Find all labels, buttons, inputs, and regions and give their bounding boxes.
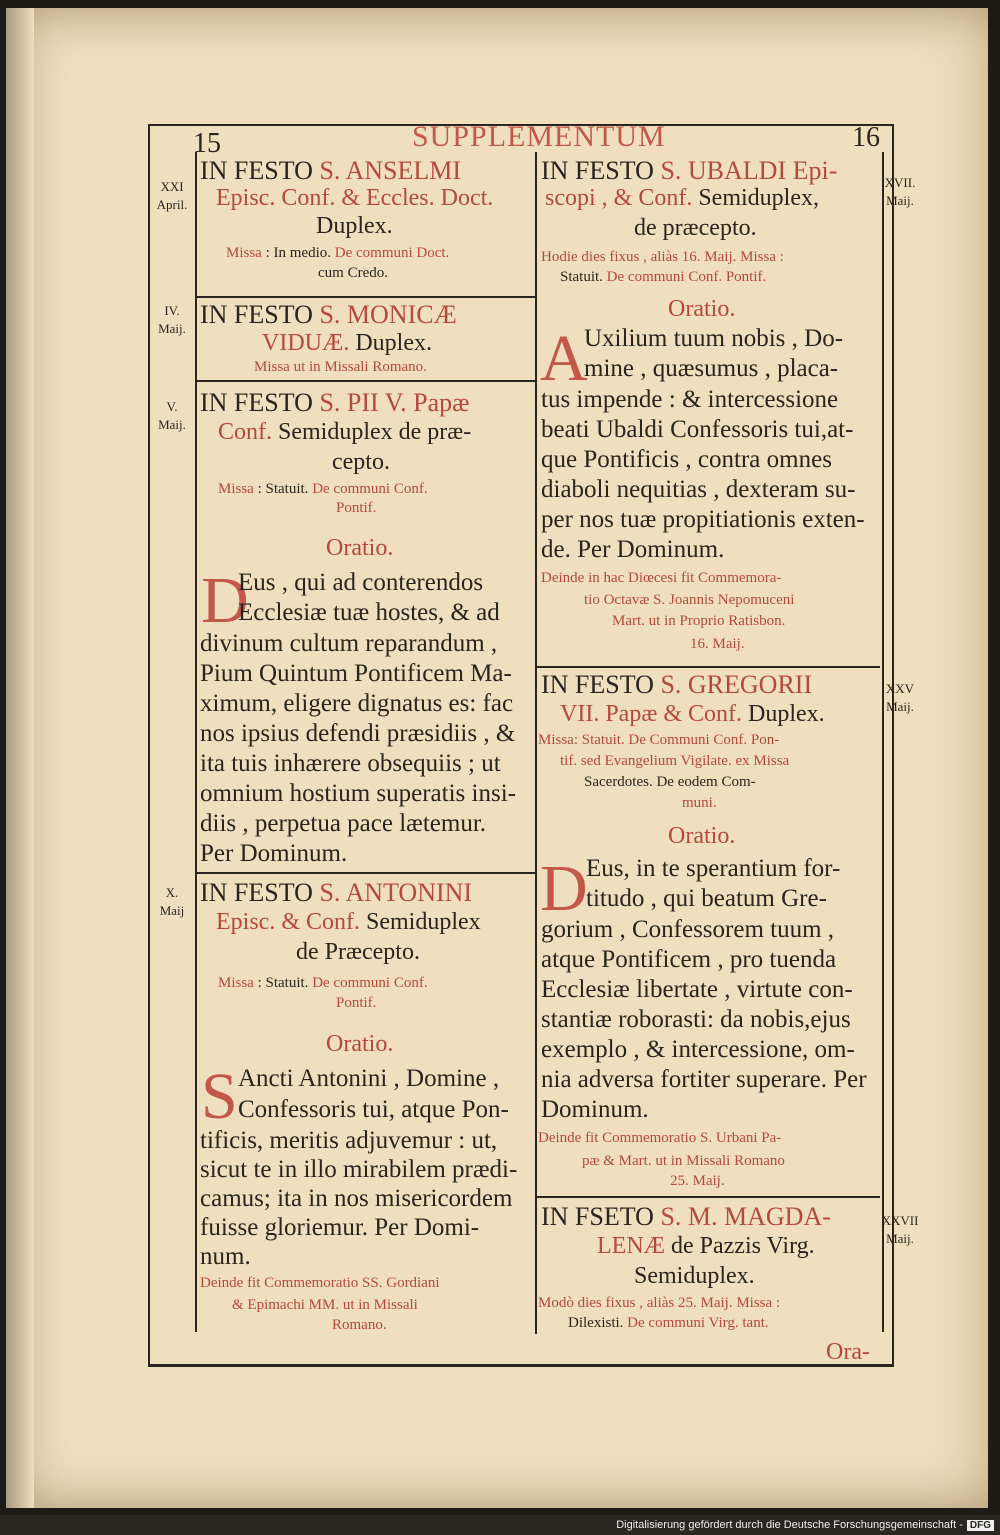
magdalenae-missa: Dilexisti. De communi Virg. tant. xyxy=(568,1315,769,1331)
gregorii-commemoratio-1: Deinde fit Commemoratio S. Urbani Pa- xyxy=(538,1130,782,1146)
ubaldi-commemoratio-2: tio Octavæ S. Joannis Nepomuceni xyxy=(584,592,795,608)
pii-title-line2: Conf. Semiduplex de præ- xyxy=(218,419,472,445)
ubaldi-prayer-line: mine , quæsumus , placa- xyxy=(584,355,839,382)
antonini-missa: Missa : Statuit. De communi Conf. xyxy=(218,975,428,991)
ubaldi-commemoratio-1: Deinde in hac Diœcesi fit Commemora- xyxy=(541,570,782,586)
margin-date-may25: XXV Maij. xyxy=(885,681,915,714)
gregorii-oratio-label: Oratio. xyxy=(668,823,736,849)
rule-right-1 xyxy=(537,666,880,668)
ubaldi-prayer-line: que Pontificis , contra omnes xyxy=(541,446,832,473)
gregorii-missa-1: Missa: Statuit. De Communi Conf. Pon- xyxy=(538,732,780,748)
gregorii-prayer-line: titudo , qui beatum Gre- xyxy=(586,885,827,912)
antonini-title-line2: Episc. & Conf. Semiduplex xyxy=(216,909,481,935)
gregorii-missa-2: tif. sed Evangelium Vigilate. ex Missa xyxy=(560,753,790,769)
pii-prayer-line: Ecclesiæ tuæ hostes, & ad xyxy=(238,599,500,626)
pii-prayer-line: ximum, eligere dignatus es: fac xyxy=(200,690,514,717)
monicae-title-line2: VIDUÆ. Duplex. xyxy=(262,330,432,356)
pii-prayer-line: Per Dominum. xyxy=(200,840,348,867)
rule-left-3 xyxy=(195,872,535,874)
gregorii-heading: IN FESTO S. GREGORII xyxy=(541,670,813,699)
gregorii-prayer-line: Dominum. xyxy=(541,1096,649,1123)
ubaldi-drop-capital: A xyxy=(540,322,588,395)
monicae-missa: Missa ut in Missali Romano. xyxy=(254,359,427,375)
magdalenae-rank: Semiduplex. xyxy=(634,1263,755,1289)
ubaldi-prayer-line: de. Per Dominum. xyxy=(541,536,725,563)
gregorii-commemoratio-2: pæ & Mart. ut in Missali Romano xyxy=(582,1153,785,1169)
ubaldi-prayer-line: tus impende : & intercessione xyxy=(541,386,839,413)
ubaldi-oratio-label: Oratio. xyxy=(668,296,736,322)
pii-drop-capital: D xyxy=(201,564,249,637)
ubaldi-prayer-line: beati Ubaldi Confessoris tui,at- xyxy=(541,416,854,443)
rule-left-2 xyxy=(195,380,535,382)
antonini-prayer-line: tificis, meritis adjuvemur : ut, xyxy=(200,1127,498,1154)
ubaldi-commemoratio-4: 16. Maij. xyxy=(690,636,745,652)
antonini-heading: IN FESTO S. ANTONINI xyxy=(200,878,473,907)
anselmi-missa: Missa : In medio. De communi Doct. xyxy=(226,245,450,261)
magdalenae-title-line2: LENÆ de Pazzis Virg. xyxy=(597,1233,815,1259)
anselmi-title-line2: Episc. Conf. & Eccles. Doct. xyxy=(216,185,494,211)
antonini-commemoratio-2: & Epimachi MM. ut in Missali xyxy=(232,1297,418,1313)
ubaldi-commemoratio-3: Mart. ut in Proprio Ratisbon. xyxy=(612,613,786,629)
antonini-prayer-line: Confessoris tui, atque Pon- xyxy=(238,1096,509,1123)
antonini-prayer-line: Ancti Antonini , Domine , xyxy=(238,1065,500,1092)
margin-date-may27: XXVII Maij. xyxy=(881,1213,919,1246)
gregorii-prayer-line: gorium , Confessorem tuum , xyxy=(541,916,835,943)
ubaldi-title-line2: scopi , & Conf. Semiduplex, xyxy=(545,185,819,211)
antonini-prayer-line: fuisse gloriemur. Per Domi- xyxy=(200,1214,480,1241)
pii-prayer-line: divinum cultum reparandum , xyxy=(200,630,498,657)
pii-prayer-line: Pium Quintum Pontificem Ma- xyxy=(200,660,512,687)
binding-edge xyxy=(6,8,34,1508)
margin-date-may4: IV. Maij. xyxy=(158,303,186,336)
antonini-title-line3: de Præcepto. xyxy=(296,939,420,965)
ubaldi-prayer-line: per nos tuæ propitiationis exten- xyxy=(541,506,865,533)
margin-date-apr21: XXI April. xyxy=(156,179,188,212)
gregorii-prayer-line: atque Pontificem , pro tuenda xyxy=(541,946,837,973)
margin-date-may17: XVII. Maij. xyxy=(884,175,916,208)
anselmi-missa-line2: cum Credo. xyxy=(318,265,388,281)
page-number-right: 16 xyxy=(852,122,880,153)
gregorii-drop-capital: D xyxy=(540,852,588,925)
pii-heading: IN FESTO S. PII V. Papæ xyxy=(200,388,470,417)
running-title: SUPPLEMENTUM xyxy=(412,120,666,153)
pii-prayer-line: nos ipsius defendi præsidiis , & xyxy=(200,720,516,747)
pii-prayer-line: Eus , qui ad conterendos xyxy=(238,569,484,596)
anselmi-rank: Duplex. xyxy=(316,213,393,239)
gregorii-prayer-line: exemplo , & intercessione, om- xyxy=(541,1036,855,1063)
gregorii-commemoratio-3: 25. Maij. xyxy=(670,1173,725,1189)
pii-oratio-label: Oratio. xyxy=(326,535,394,561)
ubaldi-note: Hodie dies fixus , aliàs 16. Maij. Missa : xyxy=(541,249,784,265)
antonini-missa-line2: Pontif. xyxy=(336,995,377,1011)
digitization-credit: Digitalisierung gefördert durch die Deutsche Forschungsgemeinschaft - DFG xyxy=(616,1519,994,1531)
gregorii-prayer-line: Eus, in te sperantium for- xyxy=(586,855,841,882)
gregorii-title-line2: VII. Papæ & Conf. Duplex. xyxy=(560,701,825,727)
magdalenae-heading: IN FSETO S. M. MAGDA- xyxy=(541,1202,831,1231)
column-divider xyxy=(535,152,537,1334)
rule-right-2 xyxy=(537,1196,880,1198)
pii-prayer-line: omnium hostium superatis insi- xyxy=(200,780,516,807)
gregorii-prayer-line: Ecclesiæ libertate , virtute con- xyxy=(541,976,853,1003)
antonini-prayer-line: camus; ita in nos misericordem xyxy=(200,1185,513,1212)
pii-missa-line2: Pontif. xyxy=(336,500,377,516)
ubaldi-heading: IN FESTO S. UBALDI Epi- xyxy=(541,156,838,185)
dfg-logo: DFG xyxy=(967,1520,994,1531)
monicae-heading: IN FESTO S. MONICÆ xyxy=(200,300,457,329)
pii-missa: Missa : Statuit. De communi Conf. xyxy=(218,481,428,497)
rule-left-1 xyxy=(195,296,535,298)
ubaldi-title-line3: de præcepto. xyxy=(634,215,757,241)
gregorii-prayer-line: stantiæ roborasti: da nobis,ejus xyxy=(541,1006,851,1033)
antonini-prayer-line: sicut te in illo mirabilem prædi- xyxy=(200,1156,518,1183)
antonini-drop-capital: S xyxy=(201,1060,238,1133)
pii-title-line3: cepto. xyxy=(332,449,390,475)
page-number-left: 15 xyxy=(193,128,221,159)
pii-prayer-line: diis , perpetua pace lætemur. xyxy=(200,810,487,837)
anselmi-heading: IN FESTO S. ANSELMI xyxy=(200,156,462,185)
magdalenae-note: Modò dies fixus , aliàs 25. Maij. Missa : xyxy=(538,1295,781,1311)
ubaldi-prayer-line: Uxilium tuum nobis , Do- xyxy=(584,325,844,352)
antonini-prayer-line: num. xyxy=(200,1243,251,1270)
antonini-oratio-label: Oratio. xyxy=(326,1031,394,1057)
ubaldi-missa: Statuit. De communi Conf. Pontif. xyxy=(560,269,767,285)
ubaldi-prayer-line: diaboli nequitias , dexteram su- xyxy=(541,476,856,503)
pii-prayer-line: ita tuis inhærere obsequiis ; ut xyxy=(200,750,501,777)
margin-date-may10: X. Maij xyxy=(159,885,185,918)
margin-date-may5: V. Maij. xyxy=(158,399,186,432)
catchword: Ora- xyxy=(826,1339,870,1365)
gregorii-missa-4: muni. xyxy=(682,795,717,811)
gregorii-prayer-line: nia adversa fortiter superare. Per xyxy=(541,1066,867,1093)
antonini-commemoratio-3: Romano. xyxy=(332,1317,387,1333)
gregorii-missa-3: Sacerdotes. De eodem Com- xyxy=(584,774,756,790)
antonini-commemoratio-1: Deinde fit Commemoratio SS. Gordiani xyxy=(200,1275,440,1291)
